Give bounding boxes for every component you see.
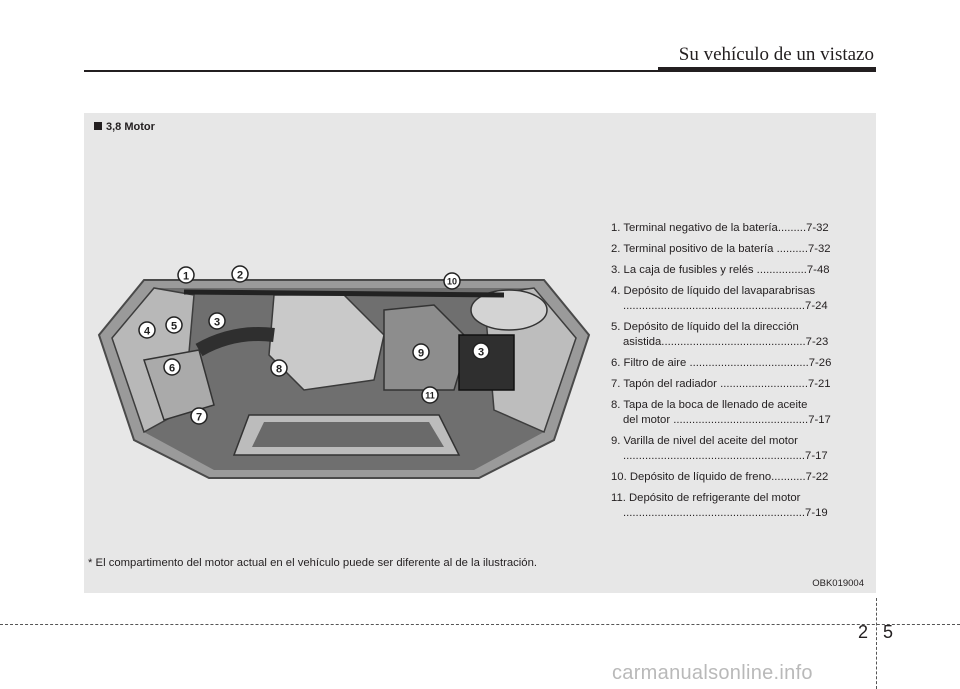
svg-text:7: 7 [195, 411, 203, 424]
page-separator [876, 598, 877, 689]
legend-item: 5. Depósito de líquido del la dirección asistida..............................................7-23 [611, 321, 829, 348]
legend-item: 1. Terminal negativo de la batería.........7-32 [611, 222, 829, 234]
legend-item: 10. Depósito de líquido de freno...........7-22 [611, 471, 829, 483]
callout-6 [164, 359, 180, 375]
header-rule-accent [658, 67, 876, 72]
svg-text:8: 8 [275, 363, 283, 376]
page-number: 5 [883, 622, 894, 642]
svg-text:11: 11 [425, 390, 435, 401]
section-title-text: 3,8 Motor [106, 121, 155, 133]
legend-item: 4. Depósito de líquido del lavaparabrisas ..........................................................7-24 [611, 285, 828, 312]
legend-item: 2. Terminal positivo de la batería ..........7-32 [611, 243, 831, 255]
square-bullet-icon [94, 122, 102, 130]
callout-8 [271, 360, 287, 376]
legend-item: 9. Varilla de nivel del aceite del motor ..........................................................7-17 [611, 435, 828, 462]
chapter-number: 2 [858, 622, 869, 642]
watermark: carmanualsonline.info [612, 662, 813, 684]
bottom-rule [0, 624, 960, 625]
callout-3a [209, 313, 225, 329]
callout-1 [178, 267, 194, 283]
svg-text:2: 2 [236, 269, 244, 282]
callout-5 [166, 317, 182, 333]
engine-illustration [84, 240, 604, 482]
svg-text:4: 4 [143, 325, 151, 338]
callout-2 [232, 266, 248, 282]
svg-text:1: 1 [182, 270, 190, 283]
callout-9 [413, 344, 429, 360]
callout-3b [473, 343, 489, 359]
callout-4 [139, 322, 155, 338]
callout-7 [191, 408, 207, 424]
legend-item: 6. Filtro de aire ......................................7-26 [611, 357, 832, 369]
figure-code: OBK019004 [812, 578, 864, 589]
svg-text:6: 6 [168, 362, 176, 375]
legend-item: 11. Depósito de refrigerante del motor ..........................................................7-19 [611, 492, 828, 519]
callout-11 [422, 387, 438, 403]
parts-legend [611, 221, 867, 527]
svg-text:5: 5 [170, 320, 178, 333]
legend-item: 7. Tapón del radiador ............................7-21 [611, 378, 831, 390]
section-title [94, 121, 155, 133]
legend-item: 3. La caja de fusibles y relés ................7-48 [611, 264, 830, 276]
svg-text:3: 3 [477, 346, 485, 359]
svg-text:10: 10 [446, 276, 458, 287]
footnote: * El compartimento del motor actual en el vehículo puede ser diferente al de la ilustración. [88, 557, 537, 569]
svg-text:9: 9 [417, 347, 425, 360]
callout-10 [444, 273, 460, 289]
header-title: Su vehículo de un vistazo [678, 44, 874, 65]
legend-item: 8. Tapa de la boca de llenado de aceite del motor ...........................................7-17 [611, 399, 831, 426]
svg-text:3: 3 [213, 316, 221, 329]
